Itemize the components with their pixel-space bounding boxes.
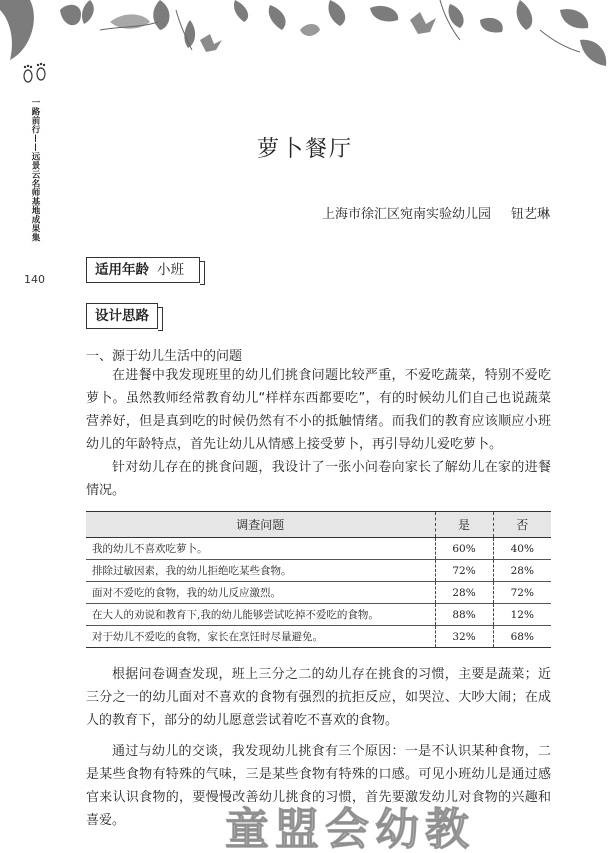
yes-cell: 32% bbox=[435, 626, 493, 648]
yes-cell: 88% bbox=[435, 604, 493, 626]
page-number: 140 bbox=[24, 273, 45, 286]
table-row bbox=[86, 560, 551, 582]
survey-table bbox=[86, 511, 551, 648]
table-row bbox=[86, 582, 551, 604]
footprint-icon bbox=[20, 62, 50, 84]
section-heading: 一、源于幼儿生活中的问题 bbox=[86, 349, 243, 364]
design-section-tag bbox=[86, 303, 158, 329]
author-line bbox=[322, 203, 550, 222]
applicable-age-tag bbox=[86, 257, 200, 283]
table-row bbox=[86, 626, 551, 648]
table-row bbox=[86, 538, 551, 560]
paragraph-3: 根据问卷调查发现，班上三分之二的幼儿存在挑食的习惯，主要是蔬菜；近三分之一的幼儿面对不喜欢的食物有强烈的抗拒反应，如哭泣、大吵大闹；在成人的教育下，部分的幼儿愿意尝试着吃不喜欢的食物。 bbox=[86, 667, 551, 728]
header-yes: 是 bbox=[435, 512, 493, 538]
paragraph-1: 在进餐中我发现班里的幼儿们挑食问题比较严重，不爱吃蔬菜，特别不爱吃萝卜。虽然教师经常教育幼儿“样样东西都要吃”，有的时候幼儿们自己也说蔬菜营养好，但是真到吃的时候仍然有不小的抵触情绪。而我们的教育应该顺应小班幼儿的年龄特点，首先让幼儿从情感上接受萝卜，再引导幼儿爱吃萝卜。 bbox=[86, 368, 551, 452]
question-cell: 排除过敏因素，我的幼儿拒绝吃某些食物。 bbox=[86, 560, 435, 582]
page-title: 萝卜餐厅 bbox=[256, 137, 353, 162]
question-cell: 对于幼儿不爱吃的食物，家长在烹饪时尽量避免。 bbox=[92, 631, 323, 643]
header-question: 调查问题 bbox=[86, 512, 435, 538]
no-cell: 68% bbox=[493, 626, 551, 648]
table-header-row bbox=[86, 512, 551, 538]
no-cell: 12% bbox=[493, 604, 551, 626]
series-title: 一路前行——远景云名师基地成果集 bbox=[30, 98, 40, 242]
applicable-age-value: 小班 bbox=[157, 262, 184, 278]
no-cell: 40% bbox=[493, 538, 551, 560]
question-cell: 在大人的劝说和教育下,我的幼儿能够尝试吃掉不爱吃的食物。 bbox=[86, 604, 435, 626]
header-no: 否 bbox=[493, 512, 551, 538]
author-school: 上海市徐汇区宛南实验幼儿园 bbox=[321, 207, 491, 222]
paragraph-2: 针对幼儿存在的挑食问题，我设计了一张小问卷向家长了解幼儿在家的进餐情况。 bbox=[86, 460, 551, 498]
question-cell: 面对不爱吃的食物，我的幼儿反应激烈。 bbox=[86, 582, 435, 604]
paragraph-4: 通过与幼儿的交谈，我发现幼儿挑食有三个原因：一是不认识某种食物，二是某些食物有特殊的气味，三是某些食物有特殊的口感。可见小班幼儿是通过感官来认识食物的，要慢慢改善幼儿挑食的习惯，首先要激发幼儿对食物的兴趣和喜爱。 bbox=[86, 744, 551, 828]
watermark: 童盟会幼教 bbox=[225, 804, 475, 853]
leaf-decoration bbox=[0, 0, 610, 80]
no-cell: 72% bbox=[493, 582, 551, 604]
design-section-label: 设计思路 bbox=[95, 308, 149, 324]
author-name: 钮艺琳 bbox=[510, 207, 550, 222]
yes-cell: 60% bbox=[435, 538, 493, 560]
yes-cell: 72% bbox=[435, 560, 493, 582]
table-row bbox=[86, 604, 551, 626]
yes-cell: 28% bbox=[435, 582, 493, 604]
question-cell: 我的幼儿不喜欢吃萝卜。 bbox=[86, 538, 435, 560]
no-cell: 28% bbox=[493, 560, 551, 582]
applicable-age-label: 适用年龄 bbox=[95, 262, 149, 278]
